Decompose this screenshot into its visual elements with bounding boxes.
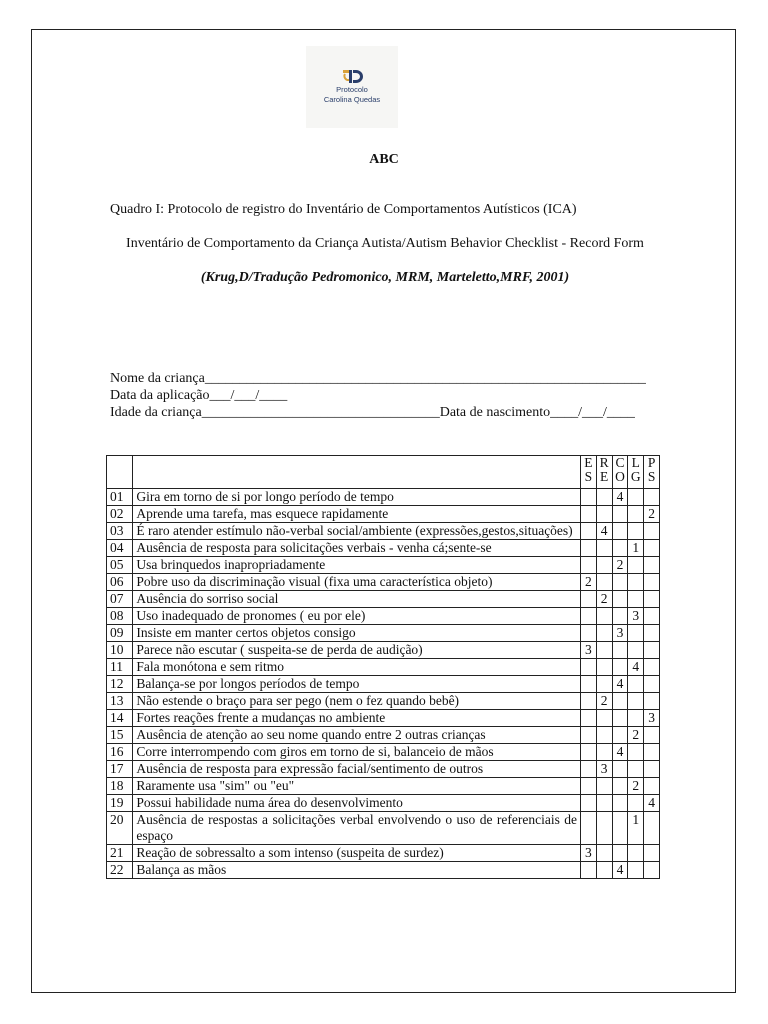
score-ps bbox=[644, 778, 660, 795]
item-number: 22 bbox=[107, 862, 133, 879]
score-re bbox=[596, 676, 612, 693]
item-number: 14 bbox=[107, 710, 133, 727]
score-ps bbox=[644, 489, 660, 506]
score-lg bbox=[628, 574, 644, 591]
table-row bbox=[107, 506, 660, 523]
score-ps bbox=[644, 812, 660, 845]
score-es bbox=[580, 591, 596, 608]
score-es bbox=[580, 693, 596, 710]
item-number: 10 bbox=[107, 642, 133, 659]
table-row bbox=[107, 489, 660, 506]
item-number: 12 bbox=[107, 676, 133, 693]
score-co: 3 bbox=[612, 625, 628, 642]
score-co bbox=[612, 795, 628, 812]
score-es bbox=[580, 489, 596, 506]
score-re bbox=[596, 812, 612, 845]
score-ps bbox=[644, 862, 660, 879]
score-re bbox=[596, 642, 612, 659]
score-co: 2 bbox=[612, 557, 628, 574]
score-lg bbox=[628, 642, 644, 659]
logo-line-2: Carolina Quedas bbox=[323, 95, 381, 104]
score-lg bbox=[628, 523, 644, 540]
score-lg bbox=[628, 710, 644, 727]
item-number: 05 bbox=[107, 557, 133, 574]
score-ps bbox=[644, 676, 660, 693]
score-co bbox=[612, 727, 628, 744]
score-re bbox=[596, 574, 612, 591]
score-re bbox=[596, 540, 612, 557]
score-es bbox=[580, 625, 596, 642]
item-description: Usa brinquedos inapropriadamente bbox=[133, 557, 581, 574]
table-row bbox=[107, 591, 660, 608]
item-description: Aprende uma tarefa, mas esquece rapidamente bbox=[133, 506, 581, 523]
score-es: 3 bbox=[580, 642, 596, 659]
table-header-row bbox=[107, 456, 660, 489]
score-lg: 2 bbox=[628, 778, 644, 795]
item-description: Reação de sobressalto a som intenso (suspeita de surdez) bbox=[133, 845, 581, 862]
logo-mark-icon bbox=[341, 68, 363, 84]
score-es bbox=[580, 557, 596, 574]
score-lg bbox=[628, 761, 644, 778]
score-co bbox=[612, 642, 628, 659]
score-es: 3 bbox=[580, 845, 596, 862]
score-es: 2 bbox=[580, 574, 596, 591]
score-lg: 2 bbox=[628, 727, 644, 744]
score-re bbox=[596, 845, 612, 862]
table-row bbox=[107, 761, 660, 778]
score-es bbox=[580, 727, 596, 744]
score-co: 4 bbox=[612, 744, 628, 761]
header-blank-description bbox=[133, 456, 581, 489]
score-lg bbox=[628, 591, 644, 608]
score-lg: 1 bbox=[628, 540, 644, 557]
score-lg bbox=[628, 557, 644, 574]
score-es bbox=[580, 744, 596, 761]
item-number: 01 bbox=[107, 489, 133, 506]
item-number: 06 bbox=[107, 574, 133, 591]
item-description: Insiste em manter certos objetos consigo bbox=[133, 625, 581, 642]
score-ps bbox=[644, 557, 660, 574]
score-co bbox=[612, 845, 628, 862]
item-description: Uso inadequado de pronomes ( eu por ele) bbox=[133, 608, 581, 625]
document-title: ABC bbox=[369, 152, 399, 167]
item-description: Fala monótona e sem ritmo bbox=[133, 659, 581, 676]
score-es bbox=[580, 710, 596, 727]
score-ps bbox=[644, 727, 660, 744]
score-es bbox=[580, 862, 596, 879]
score-lg bbox=[628, 795, 644, 812]
item-number: 21 bbox=[107, 845, 133, 862]
score-es bbox=[580, 523, 596, 540]
table-row bbox=[107, 625, 660, 642]
item-number: 20 bbox=[107, 812, 133, 845]
score-re: 3 bbox=[596, 761, 612, 778]
header-blank-number bbox=[107, 456, 133, 489]
score-re bbox=[596, 710, 612, 727]
item-number: 08 bbox=[107, 608, 133, 625]
item-description: Corre interrompendo com giros em torno de si, balanceio de mãos bbox=[133, 744, 581, 761]
score-co bbox=[612, 574, 628, 591]
score-ps: 4 bbox=[644, 795, 660, 812]
item-number: 04 bbox=[107, 540, 133, 557]
score-ps bbox=[644, 642, 660, 659]
quadro-heading: Quadro I: Protocolo de registro do Inventário de Comportamentos Autísticos (ICA) bbox=[110, 202, 577, 217]
header-es: E S bbox=[580, 456, 596, 489]
table-row bbox=[107, 676, 660, 693]
score-co bbox=[612, 523, 628, 540]
table-row bbox=[107, 727, 660, 744]
item-description: Ausência de respostas a solicitações verbal envolvendo o uso de referenciais de espaço bbox=[133, 812, 581, 845]
score-lg bbox=[628, 862, 644, 879]
score-lg bbox=[628, 845, 644, 862]
score-re bbox=[596, 744, 612, 761]
application-date-field: Data da aplicação___/___/____ bbox=[110, 388, 288, 403]
item-number: 19 bbox=[107, 795, 133, 812]
item-number: 13 bbox=[107, 693, 133, 710]
item-number: 17 bbox=[107, 761, 133, 778]
score-ps bbox=[644, 625, 660, 642]
score-ps bbox=[644, 761, 660, 778]
score-re bbox=[596, 608, 612, 625]
score-ps bbox=[644, 591, 660, 608]
table-row bbox=[107, 659, 660, 676]
score-re bbox=[596, 727, 612, 744]
table-row bbox=[107, 574, 660, 591]
table-row bbox=[107, 540, 660, 557]
item-description: Balança-se por longos períodos de tempo bbox=[133, 676, 581, 693]
item-number: 03 bbox=[107, 523, 133, 540]
score-es bbox=[580, 812, 596, 845]
score-es bbox=[580, 676, 596, 693]
score-lg: 3 bbox=[628, 608, 644, 625]
item-description: Não estende o braço para ser pego (nem o fez quando bebê) bbox=[133, 693, 581, 710]
score-es bbox=[580, 659, 596, 676]
score-ps bbox=[644, 744, 660, 761]
header-ps: P S bbox=[644, 456, 660, 489]
protocol-logo bbox=[306, 46, 398, 128]
score-ps: 3 bbox=[644, 710, 660, 727]
score-co bbox=[612, 710, 628, 727]
score-re bbox=[596, 795, 612, 812]
citation: (Krug,D/Tradução Pedromonico, MRM, Marteletto,MRF, 2001) bbox=[200, 270, 570, 285]
score-lg bbox=[628, 744, 644, 761]
item-number: 02 bbox=[107, 506, 133, 523]
item-description: Parece não escutar ( suspeita-se de perda de audição) bbox=[133, 642, 581, 659]
inventory-subtitle: Inventário de Comportamento da Criança Autista/Autism Behavior Checklist - Record Form bbox=[126, 236, 644, 251]
item-description: Gira em torno de si por longo período de tempo bbox=[133, 489, 581, 506]
score-co bbox=[612, 506, 628, 523]
item-number: 09 bbox=[107, 625, 133, 642]
item-number: 16 bbox=[107, 744, 133, 761]
item-description: Fortes reações frente a mudanças no ambiente bbox=[133, 710, 581, 727]
item-number: 11 bbox=[107, 659, 133, 676]
score-co bbox=[612, 778, 628, 795]
table-row bbox=[107, 608, 660, 625]
item-number: 18 bbox=[107, 778, 133, 795]
score-es bbox=[580, 761, 596, 778]
score-re: 2 bbox=[596, 693, 612, 710]
score-lg bbox=[628, 625, 644, 642]
score-co bbox=[612, 608, 628, 625]
score-ps bbox=[644, 693, 660, 710]
score-co: 4 bbox=[612, 862, 628, 879]
score-co bbox=[612, 591, 628, 608]
score-re bbox=[596, 625, 612, 642]
score-re: 2 bbox=[596, 591, 612, 608]
score-lg: 1 bbox=[628, 812, 644, 845]
table-row bbox=[107, 693, 660, 710]
item-description: Ausência de atenção ao seu nome quando entre 2 outras crianças bbox=[133, 727, 581, 744]
item-description: Raramente usa "sim" ou "eu" bbox=[133, 778, 581, 795]
item-description: Ausência do sorriso social bbox=[133, 591, 581, 608]
score-re bbox=[596, 778, 612, 795]
table-row bbox=[107, 744, 660, 761]
score-co: 4 bbox=[612, 676, 628, 693]
table-row bbox=[107, 795, 660, 812]
header-lg: L G bbox=[628, 456, 644, 489]
score-re bbox=[596, 489, 612, 506]
score-ps bbox=[644, 608, 660, 625]
score-re: 4 bbox=[596, 523, 612, 540]
item-number: 15 bbox=[107, 727, 133, 744]
score-ps: 2 bbox=[644, 506, 660, 523]
score-es bbox=[580, 540, 596, 557]
score-lg bbox=[628, 489, 644, 506]
header-co: C O bbox=[612, 456, 628, 489]
item-description: Ausência de resposta para solicitações verbais - venha cá;sente-se bbox=[133, 540, 581, 557]
score-es bbox=[580, 795, 596, 812]
child-name-field: Nome da criança_______________________________________________________________ bbox=[110, 371, 646, 386]
score-ps bbox=[644, 523, 660, 540]
score-es bbox=[580, 778, 596, 795]
score-ps bbox=[644, 540, 660, 557]
table-row bbox=[107, 812, 660, 845]
score-re bbox=[596, 557, 612, 574]
score-lg bbox=[628, 693, 644, 710]
item-description: É raro atender estímulo não-verbal social/ambiente (expressões,gestos,situações) bbox=[133, 523, 581, 540]
item-number: 07 bbox=[107, 591, 133, 608]
table-row bbox=[107, 845, 660, 862]
score-co bbox=[612, 812, 628, 845]
table-row bbox=[107, 862, 660, 879]
age-birthdate-field: Idade da criança__________________________________Data de nascimento____/___/____ bbox=[110, 405, 635, 420]
score-lg bbox=[628, 676, 644, 693]
score-re bbox=[596, 862, 612, 879]
score-co bbox=[612, 693, 628, 710]
score-co: 4 bbox=[612, 489, 628, 506]
score-co bbox=[612, 540, 628, 557]
score-ps bbox=[644, 574, 660, 591]
score-es bbox=[580, 608, 596, 625]
table-row bbox=[107, 523, 660, 540]
table-row bbox=[107, 778, 660, 795]
item-description: Pobre uso da discriminação visual (fixa uma característica objeto) bbox=[133, 574, 581, 591]
score-es bbox=[580, 506, 596, 523]
item-description: Balança as mãos bbox=[133, 862, 581, 879]
header-re: R E bbox=[596, 456, 612, 489]
logo-line-1: Protocolo bbox=[336, 85, 368, 94]
table-row bbox=[107, 557, 660, 574]
ica-table bbox=[106, 455, 660, 879]
table-row bbox=[107, 642, 660, 659]
item-description: Possui habilidade numa área do desenvolvimento bbox=[133, 795, 581, 812]
score-co bbox=[612, 659, 628, 676]
score-ps bbox=[644, 845, 660, 862]
score-lg bbox=[628, 506, 644, 523]
item-description: Ausência de resposta para expressão facial/sentimento de outros bbox=[133, 761, 581, 778]
score-re bbox=[596, 659, 612, 676]
score-ps bbox=[644, 659, 660, 676]
score-re bbox=[596, 506, 612, 523]
table-row bbox=[107, 710, 660, 727]
score-co bbox=[612, 761, 628, 778]
score-lg: 4 bbox=[628, 659, 644, 676]
